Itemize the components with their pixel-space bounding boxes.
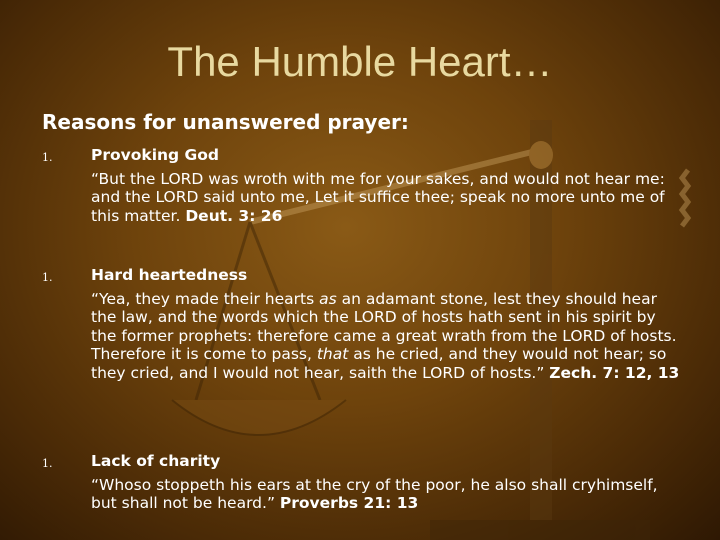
item-quote — [91, 476, 681, 513]
slide-title: The Humble Heart… — [167, 38, 553, 85]
scripture-reference: Zech. 7: 12, 13 — [549, 363, 680, 382]
quote-italic: that — [316, 345, 349, 364]
item-heading: Hard heartedness — [91, 266, 248, 284]
quote-text: “But the LORD was wroth with me for your sakes, and would not hear me: and the LORD said unto me, Let it suffice thee; speak no more unto me of this matter. — [91, 170, 665, 225]
item-quote — [91, 170, 681, 225]
quote-text: “Whoso stoppeth his ears at the cry of the poor, he also shall cryhimself, but shall not be heard.” — [91, 476, 658, 513]
quote-text: as he cried, and they would not hear; so they cried, and I would not hear, saith the LORD of hosts.” — [91, 345, 667, 382]
slide-subtitle: Reasons for unanswered prayer: — [42, 110, 409, 134]
quote-italic: as — [319, 290, 337, 308]
list-number: 1. — [42, 271, 53, 284]
list-number: 1. — [42, 457, 53, 470]
scripture-reference: Deut. 3: 26 — [185, 206, 283, 225]
list-number: 1. — [42, 151, 53, 164]
quote-text: “Yea, they made their hearts — [91, 290, 320, 308]
item-quote — [91, 290, 681, 382]
scripture-reference: Proverbs 21: 13 — [279, 494, 419, 513]
quote-text: an adamant stone, lest they should hear the law, and the words which the LORD of hosts hath sent in his spirit by the former prophets: therefore came a great wrath from the LORD of hosts. Therefore it is come to pass, — [91, 290, 677, 364]
item-heading: Lack of charity — [91, 452, 221, 470]
item-heading: Provoking God — [91, 146, 220, 164]
